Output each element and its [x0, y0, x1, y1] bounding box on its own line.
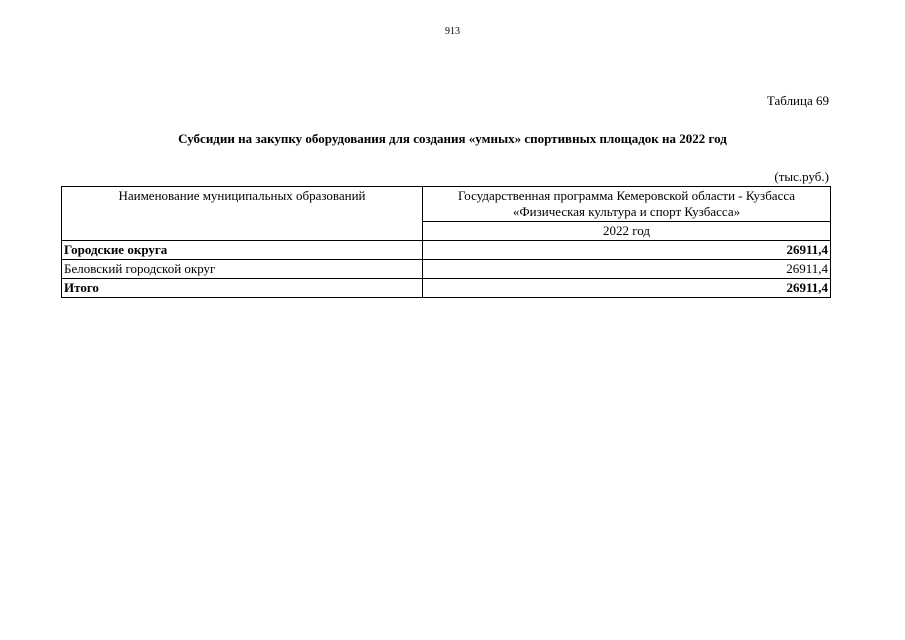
table-row: [62, 260, 831, 279]
table-row: [62, 279, 831, 298]
document-title: Субсидии на закупку оборудования для создания «умных» спортивных площадок на 2022 год: [178, 131, 727, 146]
units-label: (тыс.руб.): [774, 169, 829, 184]
header-municipality: [62, 187, 423, 241]
row-name: Итого: [62, 279, 423, 298]
row-value: 26911,4: [423, 279, 831, 298]
header-municipality-label: Наименование муниципальных образований: [118, 188, 366, 203]
header-year: 2022 год: [423, 222, 831, 241]
table-row: [62, 241, 831, 260]
table-label: Таблица 69: [766, 93, 829, 108]
row-value: 26911,4: [423, 241, 831, 260]
row-name: Городские округа: [62, 241, 423, 260]
row-name: Беловский городской округ: [62, 260, 423, 279]
subsidy-table: [61, 186, 831, 298]
header-program-line1: Государственная программа Кемеровской области - Кузбасса: [457, 188, 796, 203]
row-value: 26911,4: [423, 260, 831, 279]
page-number: 913: [445, 26, 460, 37]
table-header-row: [62, 187, 831, 222]
header-program: [423, 187, 831, 222]
header-program-line2: «Физическая культура и спорт Кузбасса»: [512, 204, 741, 219]
